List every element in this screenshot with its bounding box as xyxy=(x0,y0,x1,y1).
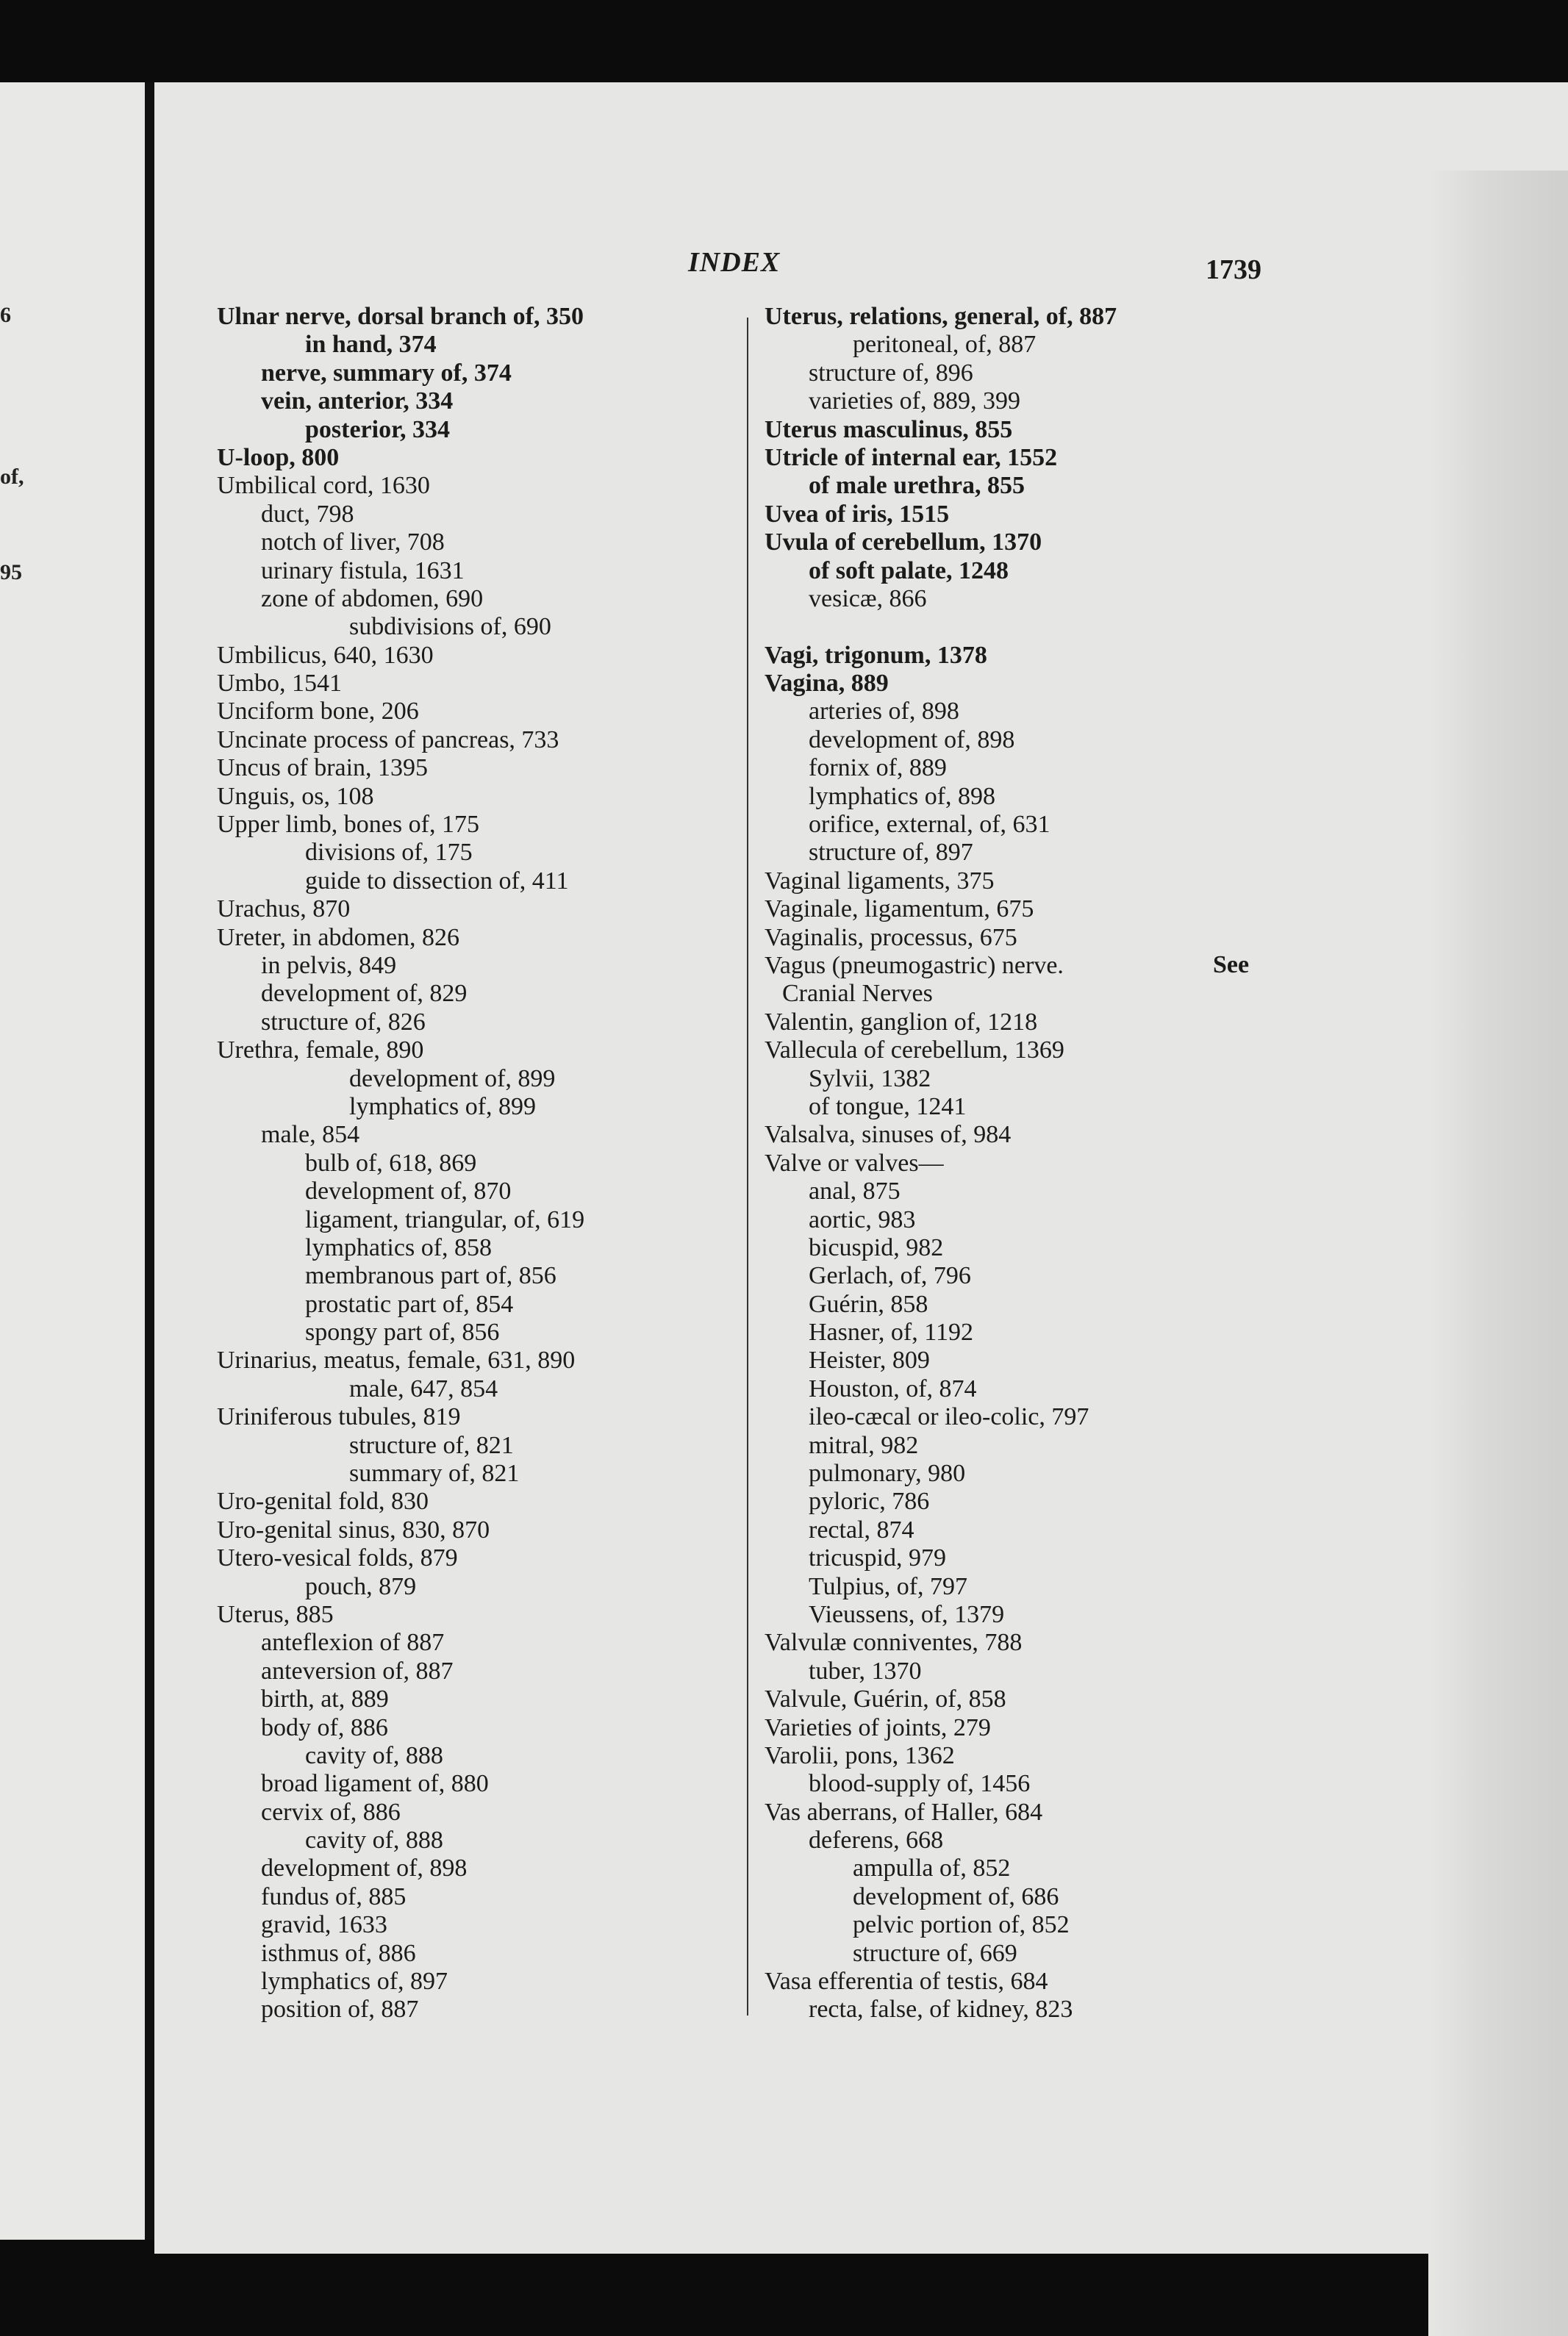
index-entry: ileo-cæcal or ileo-colic, 797 xyxy=(809,1403,1089,1431)
index-entry: cervix of, 886 xyxy=(261,1798,401,1826)
index-entry: tricuspid, 979 xyxy=(809,1544,946,1572)
index-entry: Gerlach, of, 796 xyxy=(809,1262,971,1290)
index-entry: Uterus, 885 xyxy=(217,1600,334,1628)
index-entry: Valvule, Guérin, of, 858 xyxy=(765,1685,1006,1713)
index-entry: Upper limb, bones of, 175 xyxy=(217,811,479,839)
index-entry: fornix of, 889 xyxy=(809,754,947,782)
index-entry: Uro-genital fold, 830 xyxy=(217,1488,429,1516)
index-entry: pouch, 879 xyxy=(305,1572,417,1600)
index-entry: tuber, 1370 xyxy=(809,1657,922,1685)
index-entry: Vaginale, ligamentum, 675 xyxy=(765,895,1034,923)
index-entry: lymphatics of, 897 xyxy=(261,1968,448,1996)
index-entry: Vaginalis, processus, 675 xyxy=(765,923,1017,951)
index-entry: development of, 829 xyxy=(261,980,468,1008)
index-entry: duct, 798 xyxy=(261,500,354,528)
index-entry: male, 854 xyxy=(261,1121,360,1149)
index-entry: structure of, 897 xyxy=(809,839,973,867)
left-page-fragment: 6 xyxy=(0,303,11,327)
index-entry: lymphatics of, 898 xyxy=(809,782,996,810)
index-entry: Vas aberrans, of Haller, 684 xyxy=(765,1798,1043,1826)
index-entry: structure of, 669 xyxy=(853,1939,1017,1967)
index-entry: broad ligament of, 880 xyxy=(261,1770,489,1798)
index-entry: Uncus of brain, 1395 xyxy=(217,754,429,782)
index-entry: gravid, 1633 xyxy=(261,1911,387,1939)
index-entry: anteversion of, 887 xyxy=(261,1657,454,1685)
index-entry: Unciform bone, 206 xyxy=(217,698,419,725)
index-entry: subdivisions of, 690 xyxy=(349,613,551,641)
index-entry: Umbilicus, 640, 1630 xyxy=(217,641,434,669)
index-entry: Vaginal ligaments, 375 xyxy=(765,867,995,895)
index-entry: in hand, 374 xyxy=(305,331,437,359)
index-entry: Hasner, of, 1192 xyxy=(809,1319,973,1347)
index-entry: anal, 875 xyxy=(809,1178,901,1205)
index-column-right xyxy=(765,303,1117,2024)
index-entry: structure of, 826 xyxy=(261,1008,426,1036)
index-entry: Uriniferous tubules, 819 xyxy=(217,1403,461,1431)
page-edge-shading xyxy=(1428,171,1568,2336)
index-entry: structure of, 896 xyxy=(809,359,973,387)
index-entry: pelvic portion of, 852 xyxy=(853,1911,1070,1939)
index-entry: Vagi, trigonum, 1378 xyxy=(765,641,987,669)
index-entry: Varieties of joints, 279 xyxy=(765,1713,991,1741)
index-entry: vein, anterior, 334 xyxy=(261,387,454,415)
index-entry: of male urethra, 855 xyxy=(809,472,1025,500)
index-entry: Utricle of internal ear, 1552 xyxy=(765,443,1058,471)
index-entry: development of, 898 xyxy=(261,1855,468,1882)
page-title: INDEX xyxy=(688,247,781,278)
index-entry: aortic, 983 xyxy=(809,1205,916,1233)
index-entry: Ulnar nerve, dorsal branch of, 350 xyxy=(217,303,584,330)
index-entry: structure of, 821 xyxy=(349,1431,514,1459)
index-entry: Urethra, female, 890 xyxy=(217,1036,424,1064)
index-entry: of tongue, 1241 xyxy=(809,1092,967,1120)
index-entry: ampulla of, 852 xyxy=(853,1855,1011,1882)
index-entry: Ureter, in abdomen, 826 xyxy=(217,923,460,951)
index-entry: of soft palate, 1248 xyxy=(809,556,1009,584)
left-page-fragment: 95 xyxy=(0,560,22,584)
index-entry: bicuspid, 982 xyxy=(809,1233,944,1261)
index-entry: guide to dissection of, 411 xyxy=(305,867,569,895)
index-entry: Urachus, 870 xyxy=(217,895,351,923)
index-entry: Varolii, pons, 1362 xyxy=(765,1741,955,1769)
index-entry: Uterus, relations, general, of, 887 xyxy=(765,303,1117,330)
index-entry: Houston, of, 874 xyxy=(809,1375,977,1402)
index-entry: bulb of, 618, 869 xyxy=(305,1149,477,1177)
index-entry: Uncinate process of pancreas, 733 xyxy=(217,725,559,753)
index-entry: Urinarius, meatus, female, 631, 890 xyxy=(217,1347,576,1375)
index-entry: Unguis, os, 108 xyxy=(217,782,374,810)
left-page-fragment: of, xyxy=(0,465,24,489)
index-entry: prostatic part of, 854 xyxy=(305,1290,514,1318)
index-entry: Valvulæ conniventes, 788 xyxy=(765,1629,1023,1657)
index-entry: Vagus (pneumogastric) nerve. xyxy=(765,951,1064,979)
index-entry: blood-supply of, 1456 xyxy=(809,1770,1031,1798)
index-entry: summary of, 821 xyxy=(349,1460,520,1488)
index-entry: development of, 898 xyxy=(809,725,1015,753)
left-page-edge xyxy=(0,82,147,2240)
index-entry: Vasa efferentia of testis, 684 xyxy=(765,1968,1048,1996)
index-entry: mitral, 982 xyxy=(809,1431,919,1459)
index-entry: peritoneal, of, 887 xyxy=(853,331,1037,359)
index-entry: Uvula of cerebellum, 1370 xyxy=(765,529,1042,556)
index-entry: birth, at, 889 xyxy=(261,1685,389,1713)
index-entry: Uro-genital sinus, 830, 870 xyxy=(217,1516,490,1544)
index-entry: rectal, 874 xyxy=(809,1516,914,1544)
column-divider xyxy=(747,318,748,2016)
index-entry: anteflexion of 887 xyxy=(261,1629,445,1657)
index-entry: Vallecula of cerebellum, 1369 xyxy=(765,1036,1064,1064)
index-entry: U-loop, 800 xyxy=(217,443,340,471)
index-entry: Vieussens, of, 1379 xyxy=(809,1600,1005,1628)
index-entry: deferens, 668 xyxy=(809,1827,944,1855)
index-entry: Tulpius, of, 797 xyxy=(809,1572,968,1600)
index-entry: Valve or valves— xyxy=(765,1149,944,1177)
index-entry: development of, 899 xyxy=(349,1064,556,1092)
index-entry: vesicæ, 866 xyxy=(809,584,927,612)
index-entry: orifice, external, of, 631 xyxy=(809,811,1050,839)
index-entry: isthmus of, 886 xyxy=(261,1939,416,1967)
index-entry: Cranial Nerves xyxy=(782,980,933,1008)
index-entry: cavity of, 888 xyxy=(305,1741,443,1769)
index-entry: lymphatics of, 899 xyxy=(349,1092,537,1120)
index-entry: Umbo, 1541 xyxy=(217,670,342,698)
index-entry: posterior, 334 xyxy=(305,415,451,443)
index-entry: Heister, 809 xyxy=(809,1347,930,1375)
index-entry: pulmonary, 980 xyxy=(809,1460,966,1488)
index-entry: body of, 886 xyxy=(261,1713,388,1741)
index-entry: development of, 870 xyxy=(305,1178,512,1205)
index-entry: membranous part of, 856 xyxy=(305,1262,556,1290)
index-entry: divisions of, 175 xyxy=(305,839,473,867)
index-column-left xyxy=(217,303,584,2024)
index-entry: Sylvii, 1382 xyxy=(809,1064,931,1092)
index-entry: arteries of, 898 xyxy=(809,698,959,725)
index-entry: nerve, summary of, 374 xyxy=(261,359,512,387)
index-entry: spongy part of, 856 xyxy=(305,1319,500,1347)
index-entry: Utero-vesical folds, 879 xyxy=(217,1544,458,1572)
index-entry: pyloric, 786 xyxy=(809,1488,930,1516)
index-entry: urinary fistula, 1631 xyxy=(261,556,465,584)
index-entry: recta, false, of kidney, 823 xyxy=(809,1996,1073,2024)
index-entry: Guérin, 858 xyxy=(809,1290,928,1318)
index-entry: male, 647, 854 xyxy=(349,1375,498,1402)
index-entry: fundus of, 885 xyxy=(261,1882,407,1910)
index-entry: zone of abdomen, 690 xyxy=(261,584,484,612)
index-entry: Uvea of iris, 1515 xyxy=(765,500,950,528)
index-gap xyxy=(765,613,1117,641)
index-entry: notch of liver, 708 xyxy=(261,529,445,556)
index-entry: in pelvis, 849 xyxy=(261,951,397,979)
index-entry: varieties of, 889, 399 xyxy=(809,387,1020,415)
index-entry: Uterus masculinus, 855 xyxy=(765,415,1013,443)
index-entry: Valsalva, sinuses of, 984 xyxy=(765,1121,1012,1149)
index-entry: lymphatics of, 858 xyxy=(305,1233,493,1261)
index-entry: Umbilical cord, 1630 xyxy=(217,472,430,500)
page-number: 1739 xyxy=(1206,254,1261,285)
index-entry: cavity of, 888 xyxy=(305,1827,443,1855)
index-entry: position of, 887 xyxy=(261,1996,419,2024)
see-reference: See xyxy=(1213,951,1250,978)
index-entry: Vagina, 889 xyxy=(765,670,889,698)
index-entry: Valentin, ganglion of, 1218 xyxy=(765,1008,1038,1036)
index-entry: development of, 686 xyxy=(853,1882,1059,1910)
index-entry: ligament, triangular, of, 619 xyxy=(305,1205,585,1233)
